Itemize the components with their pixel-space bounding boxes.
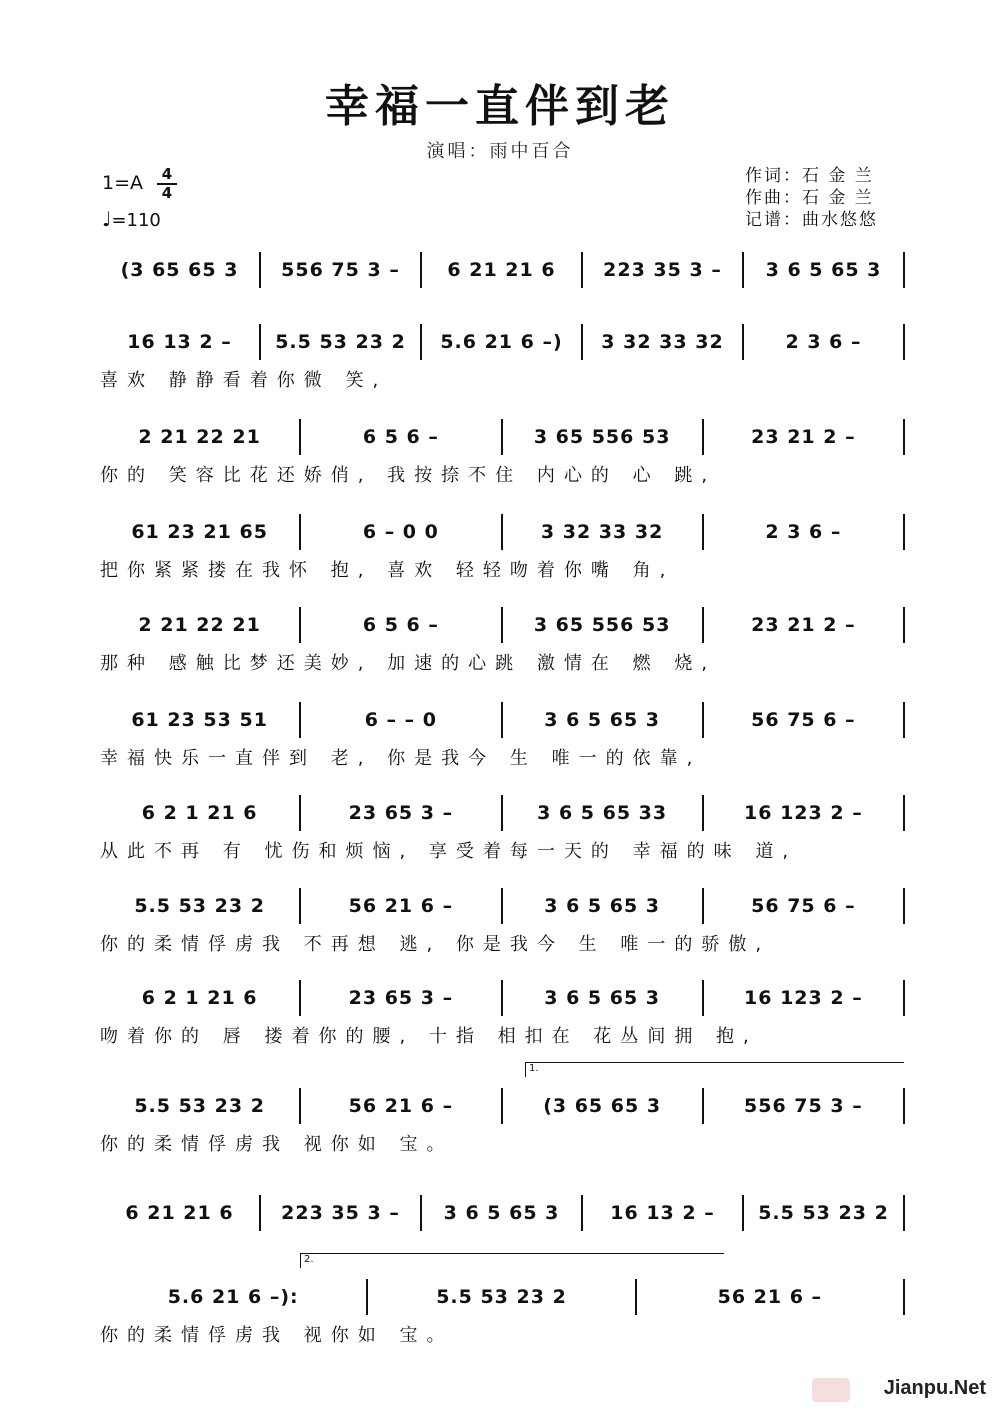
measure: 223 35 3 – [261,1195,422,1231]
measure: 2 3 6 – [704,514,905,550]
lyricist-credit: 作词：石 金 兰 [745,166,874,186]
measure: 56 75 6 – [704,702,905,738]
measure: 56 75 6 – [704,888,905,924]
measure: 56 21 6 – [301,1088,502,1124]
measure: 3 65 556 53 [503,607,704,643]
measure: 56 21 6 – [301,888,502,924]
measure: 5.5 53 23 2 [100,888,301,924]
measure: 16 123 2 – [704,980,905,1016]
score-row [100,793,905,873]
tempo-value: =110 [111,210,161,231]
measure: 6 5 6 – [301,419,502,455]
notation-line [100,417,905,457]
notation-line [100,605,905,645]
measure: 3 6 5 65 3 [744,252,905,288]
measure: 6 – – 0 [301,702,502,738]
measure: 56 21 6 – [637,1279,905,1315]
measure: 6 5 6 – [301,607,502,643]
measure: 3 32 33 32 [583,324,744,360]
lyric-line: 你的柔情俘虏我 不再想 逃, 你是我今 生 唯一的骄傲, [100,934,771,955]
measure: 5.6 21 6 –) [422,324,583,360]
notation-line [100,512,905,552]
measure: 3 6 5 65 3 [503,702,704,738]
notation-line [100,700,905,740]
time-top: 4 [161,165,173,183]
score-row [100,1254,905,1357]
measure: 16 13 2 – [100,324,261,360]
lyric-line: 从此不再 有 忧伤和烦恼, 享受着每一天的 幸福的味 道, [100,841,798,862]
measure: 6 2 1 21 6 [100,795,301,831]
measure: 23 21 2 – [704,419,905,455]
score-row [100,978,905,1058]
score-row [100,250,905,330]
notation-line [100,1193,905,1233]
key-signature: 1=A [102,172,144,194]
score-row [100,417,905,497]
notation-line [100,978,905,1018]
score-row [100,322,905,402]
measure: 3 6 5 65 33 [503,795,704,831]
measure: 23 65 3 – [301,795,502,831]
notation-line [100,250,905,290]
singer-credit: 演唱：雨中百合 [426,141,574,162]
measure: 23 21 2 – [704,607,905,643]
measure: 5.5 53 23 2 [368,1279,636,1315]
measure: 6 21 21 6 [100,1195,261,1231]
measure: 23 65 3 – [301,980,502,1016]
measure: 2 21 22 21 [100,607,301,643]
score-row [100,512,905,592]
song-title: 幸福一直伴到老 [325,81,675,132]
measure: 5.5 53 23 2 [261,324,422,360]
measure: 556 75 3 – [261,252,422,288]
credits-block [745,165,878,231]
score-row [100,1063,905,1166]
lyric-line: 喜欢 静静看着你微 笑, [100,370,388,391]
transcriber-credit: 记谱：曲水悠悠 [745,210,878,230]
measure: (3 65 65 3 [100,252,261,288]
volta-bracket: 2. [300,1253,724,1268]
measure: 2 3 6 – [744,324,905,360]
measure: 3 6 5 65 3 [503,888,704,924]
notation-line [100,1277,905,1317]
notation-line [100,1086,905,1126]
measure: 6 – 0 0 [301,514,502,550]
lyric-line: 你的柔情俘虏我 视你如 宝。 [100,1325,454,1346]
score-row [100,605,905,685]
measure: 16 13 2 – [583,1195,744,1231]
measure: 6 2 1 21 6 [100,980,301,1016]
lyric-line: 吻着你的 唇 搂着你的腰, 十指 相扣在 花丛间拥 抱, [100,1026,758,1047]
measure: 61 23 53 51 [100,702,301,738]
measure: 6 21 21 6 [422,252,583,288]
notation-line [100,886,905,926]
measure: 2 21 22 21 [100,419,301,455]
measure: 5.5 53 23 2 [744,1195,905,1231]
tempo-marking [102,207,161,231]
watermark-logo-icon [812,1378,850,1402]
measure: 16 123 2 – [704,795,905,831]
measure: 3 6 5 65 3 [503,980,704,1016]
measure: 223 35 3 – [583,252,744,288]
time-signature [157,167,177,201]
volta-bracket: 1. [525,1062,904,1077]
lyric-line: 你的 笑容比花还娇俏, 我按捺不住 内心的 心 跳, [100,465,717,486]
quarter-note-icon: ♩ [102,207,112,231]
notation-line [100,322,905,362]
measure: 3 65 556 53 [503,419,704,455]
measure: 5.5 53 23 2 [100,1088,301,1124]
lyric-line: 那种 感触比梦还美妙, 加速的心跳 激情在 燃 烧, [100,653,717,674]
notation-line [100,793,905,833]
score-row [100,886,905,966]
composer-credit: 作曲：石 金 兰 [745,188,874,208]
time-bottom: 4 [161,184,173,202]
measure: 61 23 21 65 [100,514,301,550]
lyric-line: 你的柔情俘虏我 视你如 宝。 [100,1134,454,1155]
lyric-line: 幸福快乐一直伴到 老, 你是我今 生 唯一的依靠, [100,748,702,769]
measure: 3 32 33 32 [503,514,704,550]
measure: 3 6 5 65 3 [422,1195,583,1231]
score-row [100,700,905,780]
measure: (3 65 65 3 [503,1088,704,1124]
watermark-text: Jianpu.Net [883,1377,986,1399]
measure: 556 75 3 – [704,1088,905,1124]
lyric-line: 把你紧紧搂在我怀 抱, 喜欢 轻轻吻着你嘴 角, [100,560,675,581]
measure: 5.6 21 6 –): [100,1279,368,1315]
